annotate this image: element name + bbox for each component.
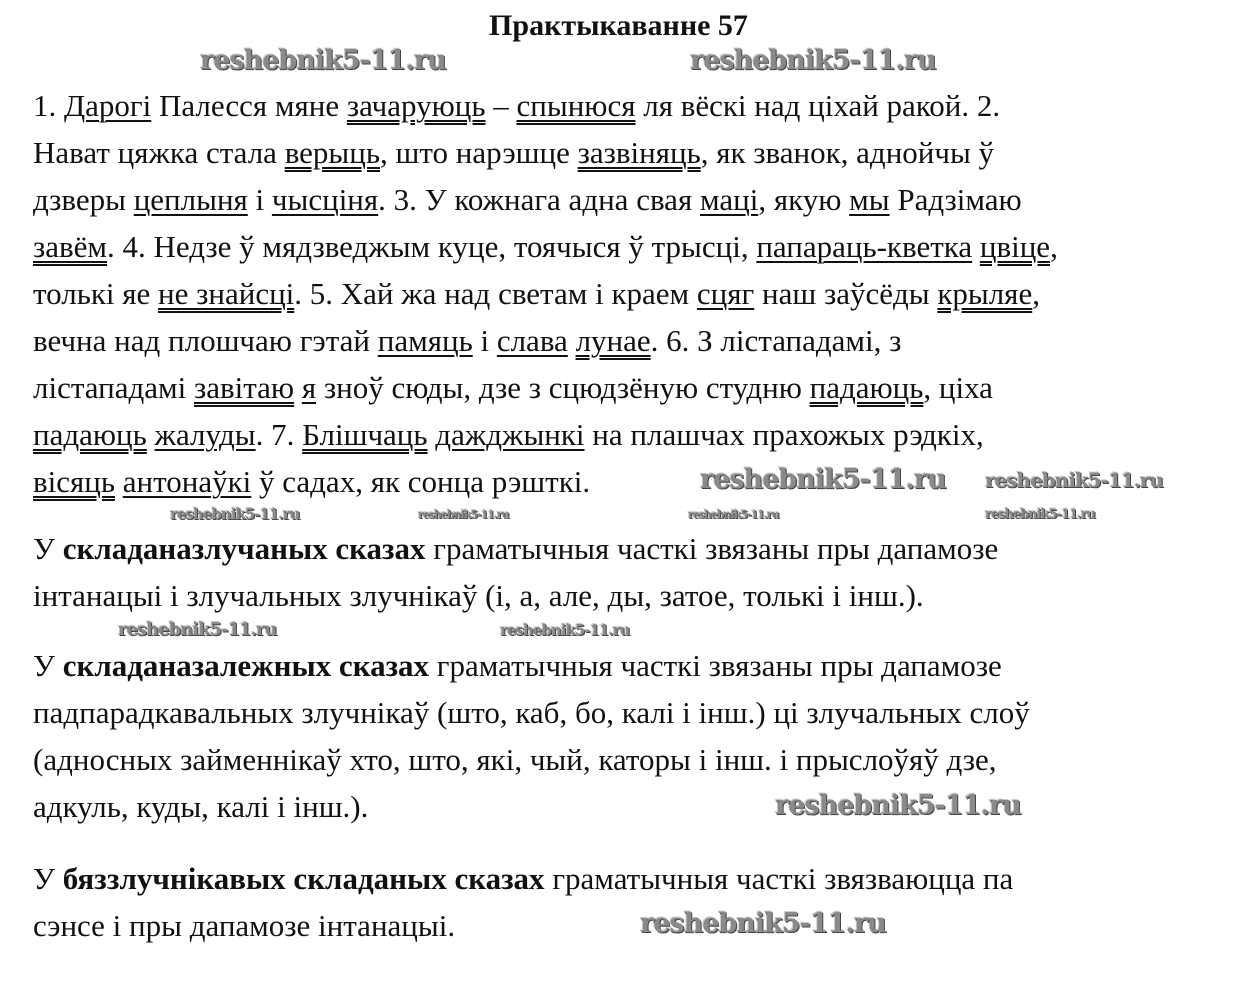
text-segment: , [1050,229,1058,264]
text-segment: падпарадкавальных злучнікаў (што, каб, бо, калі і інш.) ці злучальных слоў [33,695,1030,730]
text-segment: . 3. У кожнага адна свая [378,182,700,217]
text-segment: . 7. [255,417,303,452]
subject-underlined: жалуды [154,417,256,452]
text-line [33,902,455,949]
text-segment: адкуль, куды, калі і інш.). [33,789,369,824]
text-segment: інтанацыі і злучальных злучнікаў (і, а, але, ды, затое, толькі і інш.). [33,578,924,613]
watermark: reshebnik5-11.ru [170,505,300,523]
watermark: reshebnik5-11.ru [640,908,886,939]
text-segment: наш заўсёды [754,276,938,311]
text-line [33,642,1002,689]
page-title: Практыкаванне 57 [489,9,748,42]
text-segment: , ціха [923,370,993,405]
text-line [33,176,1022,223]
text-segment: 1. [33,88,64,123]
text-segment: . 4. Недзе ў мядзведжым куце, тоячыся ў трысці, [107,229,757,264]
text-line [33,572,924,619]
exercise-text [33,82,1058,505]
text-line [33,783,368,830]
subject-underlined: папараць-кветка [756,229,973,264]
rule-compound-coordinate [33,525,998,619]
subject-underlined: мы [849,182,890,217]
predicate-double-underlined: завітаю [193,370,295,405]
subject-underlined: памяць [377,323,473,358]
text-segment: на плашчах прахожых рэдкіх, [584,417,984,452]
text-segment [115,464,123,499]
predicate-double-underlined: зачаруюць [346,88,486,123]
text-segment: , [1032,276,1040,311]
predicate-double-underlined: спынюся [516,88,636,123]
text-segment: Радзімаю [889,182,1022,217]
text-segment [294,370,302,405]
subject-underlined: я [301,370,317,405]
predicate-double-underlined: завём [33,229,108,264]
text-segment: граматычныя часткі звязаны пры дапамозе [429,648,1002,683]
text-line [33,855,1013,902]
watermark: reshebnik5-11.ru [700,464,946,495]
text-line [33,458,590,505]
subject-underlined: Дарогі [64,88,152,123]
text-segment: зноў сюды, дзе з сцюдзёную студню [316,370,810,405]
text-line [33,411,984,458]
text-segment [568,323,576,358]
text-segment: граматычныя часткі звязаны пры дапамозе [425,531,999,566]
predicate-double-underlined: зазвіняць [577,135,701,170]
text-line [33,317,901,364]
text-segment: . 5. Хай жа над светам і краем [294,276,697,311]
text-segment: Палесся мяне [151,88,347,123]
watermark: reshebnik5-11.ru [500,621,630,639]
bold-term: складаназалежных сказах [62,648,430,683]
text-segment: , што нарэшце [379,135,578,170]
subject-underlined: слава [496,323,568,358]
text-segment: толькі яе [33,276,159,311]
text-segment: граматычныя часткі звязваюцца па [544,861,1014,896]
text-segment: дзверы [33,182,134,217]
predicate-double-underlined: падаюць [33,417,147,452]
text-line [33,364,993,411]
bold-term: складаназлучаных сказах [62,531,426,566]
predicate-double-underlined: верыць [284,135,380,170]
text-segment [147,417,155,452]
watermark: reshebnik5-11.ru [688,508,779,521]
subject-underlined: дажджынкі [435,417,585,452]
text-line [33,525,998,572]
text-segment: – [485,88,517,123]
text-segment: ў садах, як сонца рэшткі. [251,464,591,499]
predicate-double-underlined: цвіце [979,229,1051,264]
watermark: reshebnik5-11.ru [985,468,1163,492]
watermark: reshebnik5-11.ru [200,45,446,76]
text-segment: і [472,323,497,358]
text-line [33,129,994,176]
text-segment: У [33,531,63,566]
watermark: reshebnik5-11.ru [775,790,1021,821]
text-line [33,270,1040,317]
predicate-double-underlined: крыляе [937,276,1033,311]
text-line [33,689,1030,736]
text-segment: , як званок, аднойчы ў [700,135,995,170]
text-segment: У [33,861,63,896]
text-segment: вечна над плошчаю гэтай [33,323,378,358]
subject-underlined: цеплыня [133,182,248,217]
text-line [33,736,996,783]
watermark: reshebnik5-11.ru [418,508,509,521]
text-segment: і [247,182,272,217]
text-segment: лістападамі [33,370,194,405]
text-segment: . 6. З лістападамі, з [650,323,902,358]
text-segment: , якую [758,182,850,217]
text-segment: сэнсе і пры дапамозе інтанацыі. [33,908,456,943]
text-line [33,82,1000,129]
subject-underlined: антонаўкі [122,464,252,499]
text-segment: У [33,648,63,683]
watermark: reshebnik5-11.ru [690,45,936,76]
text-segment: Нават цяжка стала [33,135,285,170]
text-segment [972,229,980,264]
text-line [33,223,1058,270]
bold-term: бяззлучнікавых складаных сказах [62,861,545,896]
watermark: reshebnik5-11.ru [985,507,1096,522]
watermark: reshebnik5-11.ru [118,619,277,640]
text-segment: ля вёскі над ціхай ракой. 2. [635,88,1001,123]
predicate-double-underlined: вісяць [33,464,115,499]
subject-underlined: маці [699,182,759,217]
predicate-double-underlined: падаюць [809,370,924,405]
predicate-double-underlined: Блішчаць [302,417,428,452]
text-segment: (адносных займеннікаў хто, што, які, чый, каторы і інш. і прыслоўяў дзе, [33,742,997,777]
subject-underlined: чысціня [271,182,379,217]
subject-underlined: сцяг [696,276,755,311]
predicate-double-underlined: не знайсці [158,276,295,311]
predicate-double-underlined: лунае [575,323,651,358]
